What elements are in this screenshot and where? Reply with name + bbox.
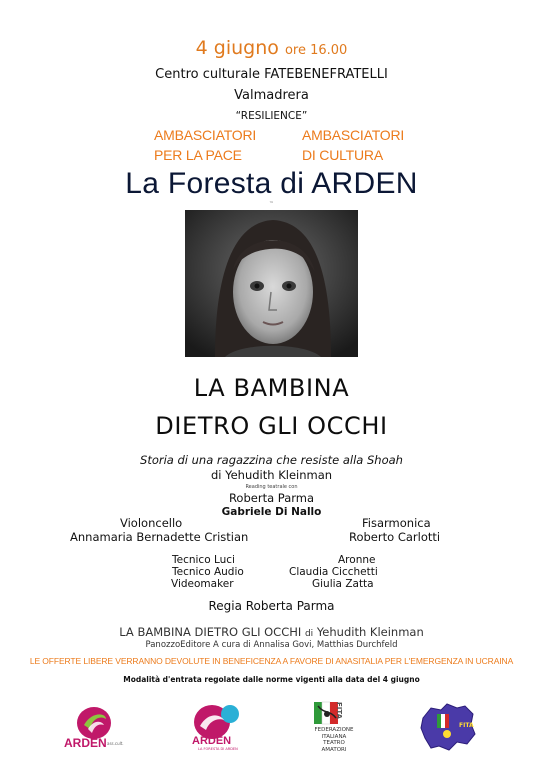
arden-logo-2-text: ARDEN: [192, 735, 232, 747]
fita-text-line1: FEDERAZIONE: [314, 727, 354, 733]
arden-logo-1: [62, 705, 130, 751]
charity-notice: LE OFFERTE LIBERE VERRANNO DEVOLUTE IN BENEFICENZA A FAVORE DI ANASITALIA PER L'EMERGENZA IN UCRAINA: [29, 656, 514, 666]
audio-name: Claudia Cicchetti: [289, 566, 378, 578]
arden-logo-1-sub: ass.cult.: [107, 741, 124, 746]
book-author: Yehudith Kleinman: [316, 625, 424, 639]
book-curated: PanozzoEditore A cura di Annalisa Govi, Matthias Durchfeld: [145, 640, 398, 650]
show-subtitle: Storia di una ragazzina che resiste alla Shoah: [140, 453, 403, 467]
arden-logo-2: [190, 702, 246, 752]
fita-text-line4: AMATORI: [321, 746, 347, 753]
video-role: Videomaker: [171, 578, 234, 590]
lights-name: Aronne: [338, 554, 376, 566]
fita-text-line2: ITALIANA: [321, 733, 347, 740]
event-date: [0, 37, 543, 59]
resilience-label: “RESILIENCE”: [235, 110, 308, 122]
cello-name: Annamaria Bernadette Cristian: [70, 530, 249, 544]
arden-logo-2-sub: LA FORESTA DI ARDEN: [198, 747, 238, 751]
town: Valmadrera: [234, 88, 309, 103]
accordion-name: Roberto Carlotti: [349, 530, 441, 544]
book-di: di: [304, 629, 314, 639]
lights-role: Tecnico Luci: [172, 554, 235, 566]
trademark-mark: ™: [269, 201, 274, 207]
venue: Centro culturale FATEBENEFRATELLI: [155, 67, 388, 82]
reader2-name: Gabriele Di Nallo: [221, 506, 322, 518]
book-title: LA BAMBINA DIETRO GLI OCCHI: [119, 625, 302, 639]
book-line: [0, 625, 543, 639]
arden-logo-1-text: ARDEN: [64, 736, 107, 750]
date-text: 4 giugno: [195, 37, 279, 59]
show-author: di Yehudith Kleinman: [210, 468, 333, 482]
video-name: Giulia Zatta: [312, 578, 374, 590]
reading-label: Reading teatrale con: [245, 484, 298, 490]
ambassadors-culture-line1: AMBASCIATORI: [302, 127, 405, 143]
fita-side-label: FITA: [335, 702, 343, 720]
show-title-line1: LA BAMBINA: [193, 374, 350, 402]
ambassadors-peace-line1: AMBASCIATORI: [154, 127, 257, 143]
show-title-line2: DIETRO GLI OCCHI: [155, 412, 388, 440]
girl-portrait-photo: [185, 210, 358, 357]
brand-title: La Foresta di ARDEN: [125, 167, 418, 200]
reader-name: Roberta Parma: [228, 491, 315, 505]
fita-text: [310, 727, 358, 753]
fita-logo: [310, 700, 358, 760]
time-text: ore 16.00: [284, 43, 348, 58]
fita-region-logo: [417, 700, 479, 754]
fita-text-line3: TEATRO: [323, 740, 345, 746]
cello-role: Violoncello: [120, 516, 183, 530]
accordion-role: Fisarmonica: [362, 516, 431, 530]
ambassadors-culture: [302, 125, 404, 165]
entry-notice: Modalità d'entrata regolate dalle norme vigenti alla data del 4 giugno: [123, 675, 420, 684]
audio-role: Tecnico Audio: [172, 566, 244, 578]
ambassadors-culture-line2: DI CULTURA: [302, 147, 383, 163]
direction: Regia Roberta Parma: [208, 599, 335, 613]
ambassadors-peace: [154, 125, 256, 165]
fita-region-label: FITA: [459, 722, 474, 729]
ambassadors-peace-line2: PER LA PACE: [154, 147, 242, 163]
